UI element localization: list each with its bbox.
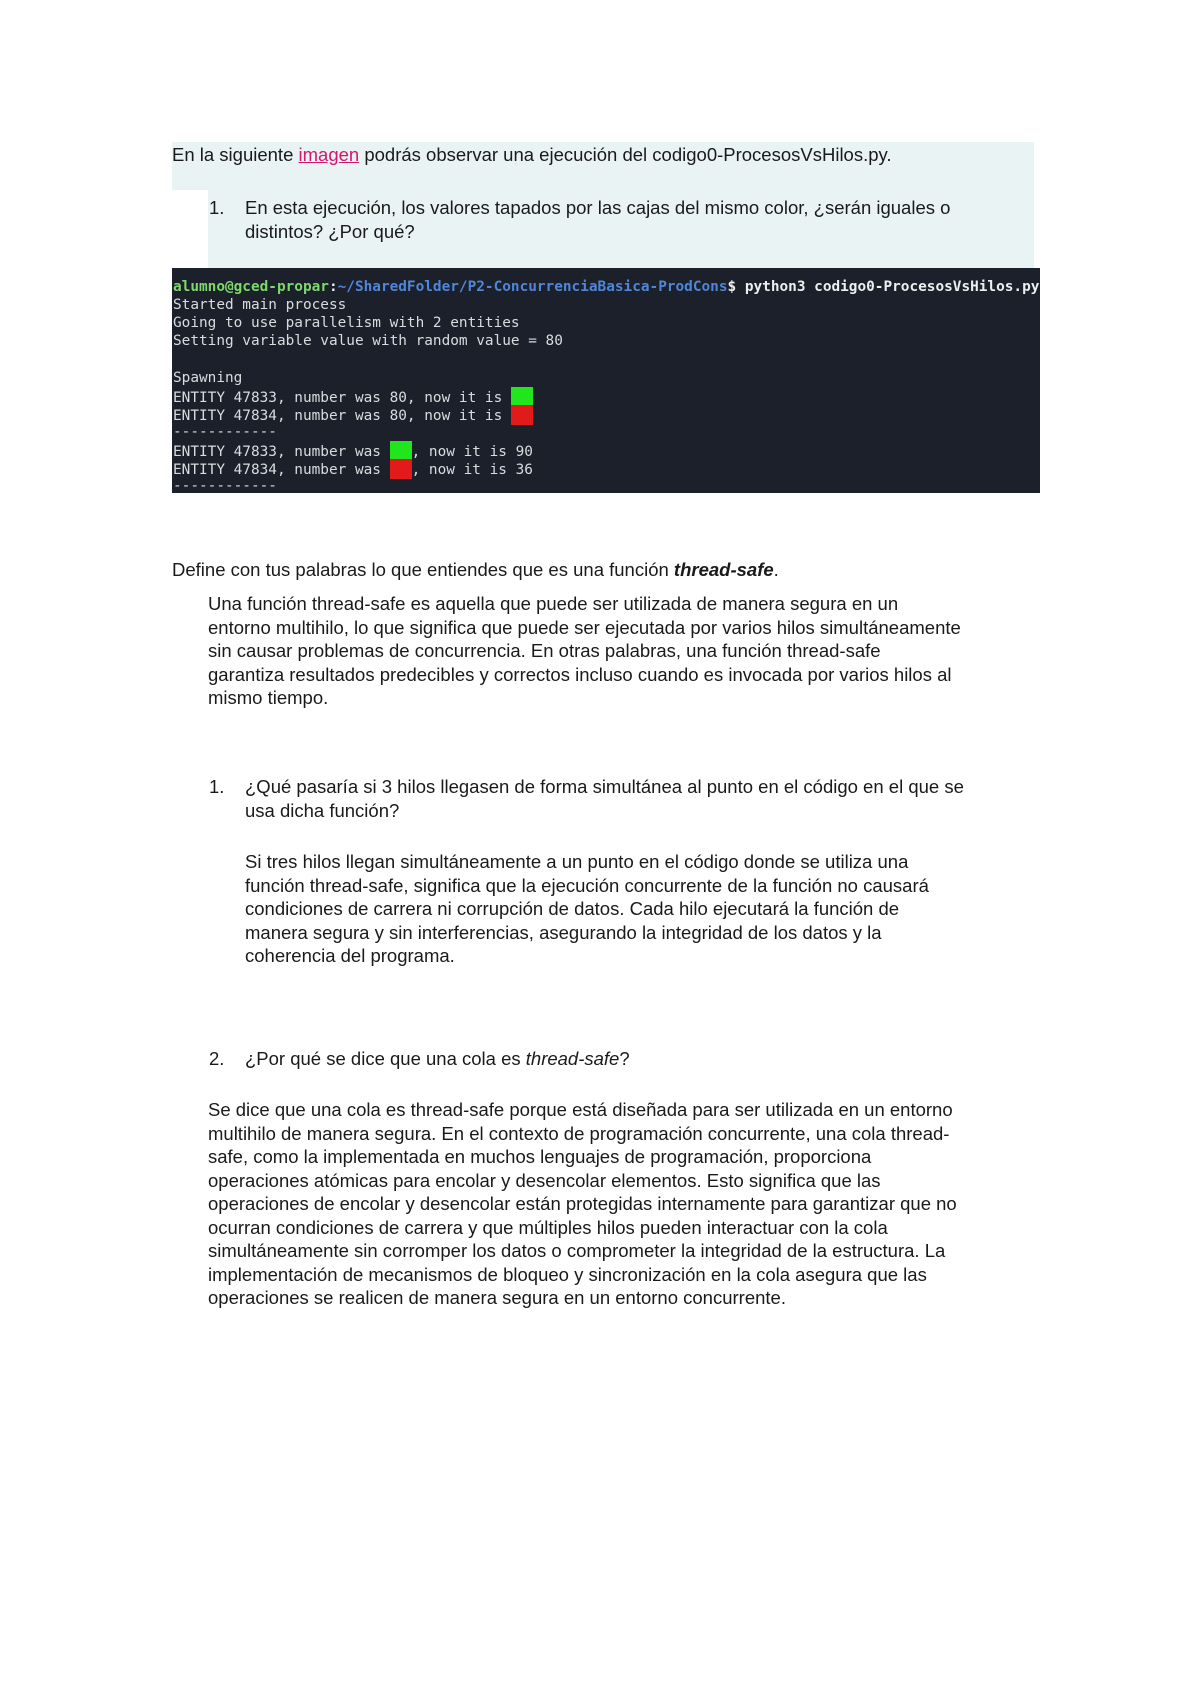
intro-shade-notch bbox=[172, 190, 208, 242]
q-image-number: 1. bbox=[209, 197, 225, 218]
intro-after: podrás observar una ejecución del codigo0-ProcesosVsHilos.py. bbox=[359, 144, 892, 165]
prompt-sep: : bbox=[328, 279, 338, 295]
q2-number: 2. bbox=[209, 1048, 225, 1069]
define-answer-line: entorno multihilo, lo que significa que puede ser ejecutada por varios hilos simultáneamente bbox=[208, 616, 961, 638]
q2-answer-line: operaciones atómicas para encolar y desencolar elementos. Esto significa que las bbox=[208, 1169, 881, 1191]
q1-answer-line: condiciones de carrera ni corrupción de datos. Cada hilo ejecutará la función de bbox=[245, 898, 900, 919]
intro-before: En la siguiente bbox=[172, 144, 299, 165]
define-answer-line: Una función thread-safe es aquella que puede ser utilizada de manera segura en un bbox=[208, 593, 899, 614]
entity1-second-pre: ENTITY 47833, number was bbox=[173, 444, 390, 460]
q1-question-line: usa dicha función? bbox=[245, 799, 400, 821]
prompt-user: alumno@gced-propar bbox=[173, 279, 329, 295]
entity2-first-text: ENTITY 47834, number was 80, now it is bbox=[173, 408, 511, 424]
q2-answer-line: simultáneamente sin corromper los datos o comprometer la integridad de la estructura. La bbox=[208, 1240, 946, 1261]
define-answer-line: sin causar problemas de concurrencia. En otras palabras, una función thread-safe bbox=[208, 640, 881, 661]
intro-text bbox=[172, 143, 892, 167]
terminal-prompt-line bbox=[173, 278, 1039, 296]
terminal-line-spawning: Spawning bbox=[173, 370, 243, 386]
green-cover-box bbox=[511, 387, 533, 407]
imagen-link[interactable]: imagen bbox=[298, 144, 360, 165]
q2-answer bbox=[208, 1098, 1048, 1310]
terminal-separator-1: ------------ bbox=[173, 424, 277, 440]
q1-answer bbox=[245, 850, 1075, 968]
entity1-second-post: , now it is 90 bbox=[411, 444, 533, 460]
q1-answer-line: Si tres hilos llegan simultáneamente a un punto en el código donde se utiliza una bbox=[245, 851, 909, 872]
define-answer-line: garantiza resultados predecibles y correctos incluso cuando es invocada por varios hilos al bbox=[208, 663, 952, 685]
terminal-line-setting: Setting variable value with random value = 80 bbox=[173, 333, 563, 349]
entity2-second-post: , now it is 36 bbox=[411, 462, 533, 478]
entity1-first-text: ENTITY 47833, number was 80, now it is bbox=[173, 390, 511, 406]
terminal-screenshot bbox=[172, 268, 1040, 493]
q2-question-term: thread-safe bbox=[525, 1048, 620, 1069]
q1-answer-line: manera segura y sin interferencias, asegurando la integridad de los datos y la bbox=[245, 921, 882, 943]
q1-question bbox=[245, 775, 1075, 822]
terminal-line-started: Started main process bbox=[173, 297, 347, 313]
red-cover-box bbox=[390, 459, 412, 479]
q2-question bbox=[245, 1047, 630, 1071]
q2-answer-line: operaciones se realicen de manera segura en un entorno concurrente. bbox=[208, 1287, 786, 1308]
define-question bbox=[172, 558, 779, 582]
q2-answer-line: operaciones de encolar y desencolar están protegidas internamente para garantizar que no bbox=[208, 1193, 957, 1214]
define-answer bbox=[208, 592, 1038, 710]
prompt-path: ~/SharedFolder/P2-ConcurrenciaBasica-ProdCons bbox=[337, 279, 728, 295]
q2-answer-line: Se dice que una cola es thread-safe porque está diseñada para ser utilizada en un entorno bbox=[208, 1099, 953, 1120]
red-cover-box bbox=[511, 405, 533, 425]
q2-answer-line: implementación de mecanismos de bloqueo y sincronización en la cola asegura que las bbox=[208, 1263, 927, 1285]
define-term: thread-safe bbox=[673, 559, 774, 580]
q2-answer-line: ocurran condiciones de carrera y que múltiples hilos pueden interactuar con la cola bbox=[208, 1216, 888, 1238]
green-cover-box bbox=[390, 441, 412, 461]
q-image-line-1: En esta ejecución, los valores tapados por las cajas del mismo color, ¿serán iguales o bbox=[245, 197, 951, 218]
define-after: . bbox=[773, 559, 779, 580]
define-answer-line: mismo tiempo. bbox=[208, 687, 329, 708]
q2-question-before: ¿Por qué se dice que una cola es bbox=[245, 1048, 526, 1069]
q2-answer-line: safe, como la implementada en muchos lenguajes de programación, proporciona bbox=[208, 1146, 872, 1167]
q1-answer-line: función thread-safe, significa que la ejecución concurrente de la función no causará bbox=[245, 874, 929, 896]
q2-question-after: ? bbox=[619, 1048, 630, 1069]
q2-answer-line: multihilo de manera segura. En el contexto de programación concurrente, una cola thread- bbox=[208, 1122, 950, 1144]
q1-number: 1. bbox=[209, 776, 225, 797]
q-image-line-2: distintos? ¿Por qué? bbox=[245, 221, 415, 242]
entity2-second-pre: ENTITY 47834, number was bbox=[173, 462, 390, 478]
prompt-command: python3 codigo0-ProcesosVsHilos.py bbox=[744, 279, 1040, 295]
prompt-dollar: $ bbox=[727, 279, 745, 295]
q1-answer-line: coherencia del programa. bbox=[245, 945, 455, 966]
q1-question-line: ¿Qué pasaría si 3 hilos llegasen de forma simultánea al punto en el código en el que se bbox=[245, 776, 964, 797]
terminal-line-going: Going to use parallelism with 2 entities bbox=[173, 315, 520, 331]
define-before: Define con tus palabras lo que entiendes que es una función bbox=[172, 559, 674, 580]
terminal-separator-2: ------------ bbox=[173, 478, 277, 493]
